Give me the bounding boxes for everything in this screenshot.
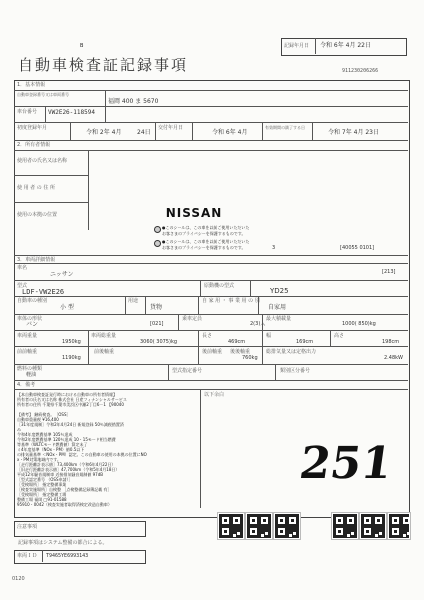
fuel-label: 燃料の種類 — [17, 366, 43, 372]
remark-line: 等基準（WLTCモード燃費値）算定未了 — [17, 442, 88, 447]
width-label: 幅 — [266, 333, 272, 339]
issue-date-label: 交付年月日 — [158, 125, 184, 131]
qr-code-icon — [218, 513, 244, 539]
max-load-value: 1000( 850)kg — [342, 321, 376, 327]
section-owner-title: 2．所有者情報 — [17, 142, 51, 148]
weight-label: 車両重量 — [17, 333, 38, 339]
body-shape-value: バン — [26, 321, 39, 328]
fuel-value: 軽油 — [26, 372, 37, 378]
category-label: 自動車の種別 — [17, 298, 48, 304]
front-rear-axle-label: 前後軸重 — [94, 349, 115, 355]
first-reg-label: 初度登録年月 — [17, 125, 48, 131]
qr-code-icon — [388, 513, 410, 539]
remark-line: 平成12年騒音規制車 近接排気騒音規制値 97dB — [17, 472, 104, 477]
section-basic-title: 1．基本情報 — [17, 82, 46, 88]
expiry-label: 有効期間の満了する日 — [265, 125, 305, 130]
width-value: 169cm — [296, 339, 314, 345]
user-name-label: 使用者の氏名又は名称 — [17, 158, 68, 164]
front-axle-label: 前前軸重 — [17, 349, 38, 355]
page-title: 自動車検査証記録事項 — [18, 56, 189, 74]
use-value: 貨物 — [150, 304, 163, 311]
private-use-label: 自 家 用 ・ 事 業 用 の 別 — [202, 298, 260, 304]
chassis-value: VW2E26-118594 — [48, 109, 95, 116]
document-id: 911230206266 — [342, 68, 379, 74]
reg-no-value: 福岡 400 ま 5670 — [108, 98, 159, 105]
privacy-seal-icon — [154, 226, 161, 233]
displacement-label: 総排気量又は定格出力 — [266, 349, 317, 355]
model-label: 型式 — [17, 283, 28, 289]
gross-weight-value: 3060( 3075)kg — [140, 339, 178, 345]
remark-line: 【本自動車検査証発行時における自動車の所有者情報】 — [17, 392, 117, 397]
max-load-label: 最大積載量 — [266, 316, 292, 322]
page-code: 0120 — [12, 576, 25, 582]
remark-line: 所有者の氏名又は名称 株式会社 日産フィナンシャルサービス — [17, 397, 127, 402]
vehicle-id-label: 車両ＩＤ — [17, 553, 38, 559]
base-location-label: 使用の本拠の位置 — [17, 212, 58, 218]
rear-rear-axle-label: 後後軸重 — [230, 349, 251, 355]
remark-line: x・PM対策地域内です。 — [17, 457, 61, 462]
chassis-label: 車台番号 — [17, 109, 38, 115]
length-label: 長さ — [202, 333, 213, 339]
header-mark: B — [80, 43, 84, 49]
front-axle-value: 1190kg — [62, 355, 81, 361]
user-address-label: 使 用 者 の 住 所 — [17, 185, 55, 191]
remark-line: 令和2年度燃費基準 120％達成 10・15モード相当燃費 — [17, 437, 116, 442]
first-reg-value: 令和 2年 4月 — [86, 129, 122, 136]
engine-model-label: 原動機の型式 — [204, 283, 235, 289]
qr-code-icon — [332, 513, 358, 539]
remark-line: ［走行距離計表示値］73,400km（令和6年4月22日） — [17, 462, 116, 467]
designation-label: 型式指定番号 — [172, 368, 203, 374]
remark-line: 所有者の住所 千葉県千葉市美浜区中瀬2丁目6－1 【90040 — [17, 402, 124, 407]
issue-value: 令和 6年 4月 22日 — [320, 42, 371, 49]
use-label: 用途 — [128, 298, 139, 304]
remark-line: ［受検場所］ 指定整備工場 — [17, 492, 67, 497]
remark-line: 自動車重量税 ¥16,400 — [17, 417, 59, 422]
qr-code-icon — [274, 513, 300, 539]
issue-label: 記録年月日 — [284, 43, 310, 49]
height-value: 198cm — [382, 339, 400, 345]
length-value: 469cm — [228, 339, 246, 345]
weight-value: 1950kg — [62, 339, 81, 345]
notes-text: 記録事項はシステム整備の都合による。 — [18, 540, 108, 546]
rear-rear-axle-value: 760kg — [242, 355, 258, 361]
seal-note-2a: ●このシールは、この車を以前ご使用いただいた — [162, 239, 250, 244]
remark-line: の排気量基準 ＜NOx・PM）認定。この自動車の使用の本拠の位置にNO — [17, 452, 147, 457]
seal-note-1b: お客さまのプライバシーを保護するものです。 — [162, 231, 246, 236]
reg-no-label: 自動車登録番号又は車両番号 — [17, 92, 69, 97]
capacity-label: 乗車定員 — [182, 316, 203, 322]
remark-line: 95910・0042（検査実施者取得済検定改造自動車） — [17, 502, 112, 507]
remark-line: 令和4年度燃費基準 105％達成 — [17, 432, 73, 437]
first-reg-day: 24日 — [137, 129, 151, 136]
remark-line: ［受検場所］ 指定整備事業 — [17, 482, 67, 487]
remark-line: ［31年度規制］令和2年4月24日 新規登録 50％減税措置済 — [17, 422, 124, 427]
maker-code: [213] — [382, 269, 396, 275]
issue-date-value: 令和 6年 4月 — [212, 129, 248, 136]
privacy-seal-icon — [154, 240, 161, 247]
vehicle-id-value: T9465YE6993143 — [46, 553, 89, 559]
section-vehicle-title: 3．車両詳細情報 — [17, 257, 56, 263]
remark-line: 【備考】 継続検査。［OSS］ — [17, 412, 71, 417]
remark-line: み — [17, 427, 21, 432]
qr-code-icon — [360, 513, 386, 539]
class-label: 類別区分番号 — [280, 368, 311, 374]
displacement-value: 2.48kW — [384, 355, 403, 361]
remark-line: ［型式認定番号 （OSS申請）］ — [17, 477, 73, 482]
remark-line: ［旧走行距離計表示値］47,700km（令和5年4月18日） — [17, 467, 120, 472]
remark-line: 整備工場 福岡 □91-01588 — [17, 497, 67, 502]
body-shape-code: [021] — [150, 321, 164, 327]
remarks-blank-note: 以下余白 — [204, 392, 225, 398]
seal-note-1a: ●このシールは、この車を以前ご使用いただいた — [162, 225, 250, 230]
private-use-value: 自家用 — [268, 304, 287, 311]
maker-value: ニッサン — [50, 271, 74, 278]
remark-line: ［検査実施場所］自検整 ［点検整備記録簿記載 有］ — [17, 487, 112, 492]
address-code: [40055 0101] — [340, 245, 375, 251]
gross-weight-label: 車両総重量 — [91, 333, 117, 339]
address-code-small: 3 — [272, 245, 276, 251]
model-value: LDF-VW2E26 — [22, 288, 65, 296]
maker-label: 車名 — [17, 265, 28, 271]
qr-code-icon — [246, 513, 272, 539]
section-remarks-title: 4．備考 — [17, 382, 36, 388]
rear-front-axle-label: 後前軸重 — [202, 349, 223, 355]
seal-note-2b: お客さまのプライバシーを保護するものです。 — [162, 245, 246, 250]
category-value: 小 型 — [60, 304, 74, 311]
notes-title: 注意事項 — [17, 524, 38, 530]
height-label: 高さ — [334, 333, 345, 339]
engine-model-value: YD25 — [270, 287, 289, 295]
nissan-logo: NISSAN — [165, 206, 223, 220]
handwritten-number: 251 — [296, 438, 396, 489]
capacity-value: 2(3)人 — [250, 321, 266, 327]
body-shape-label: 車体の形状 — [17, 316, 43, 322]
remark-line: ミ4年度基準（NOx・PM）値0.5以下 — [17, 447, 85, 452]
expiry-value: 令和 7年 4月 23日 — [328, 129, 379, 136]
